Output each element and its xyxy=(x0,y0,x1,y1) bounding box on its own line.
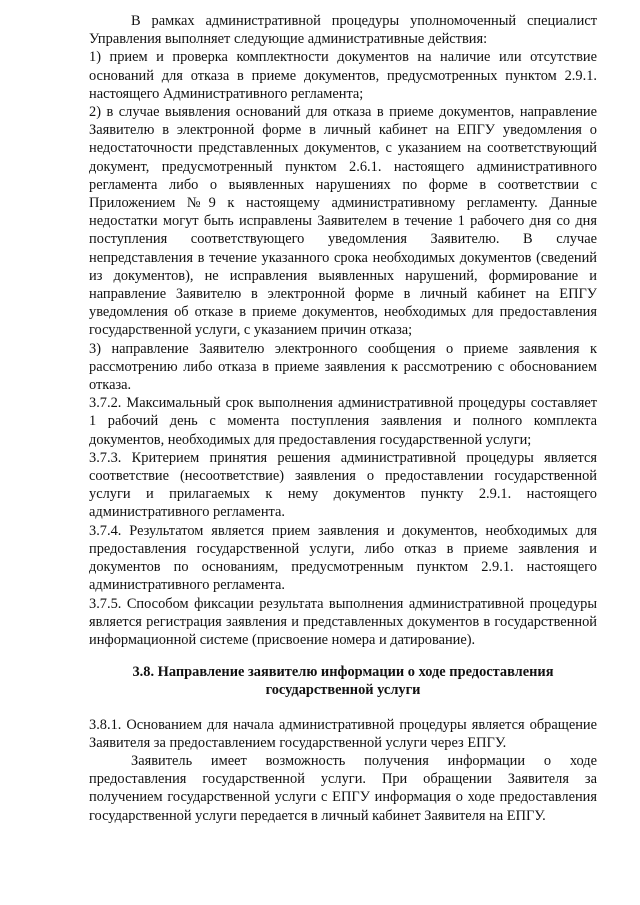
paragraph-3-7-4: 3.7.4. Результатом является прием заявления и документов, необходимых для предоставления государственной услуги, либо отказ в приеме заявления и документов по основаниям, предусмотренным пунктом 2.9.1. настоящего административного регламента. xyxy=(89,522,597,594)
paragraph-item-2: 2) в случае выявления оснований для отказа в приеме документов, направление Заявителю в электронной форме в личный кабинет на ЕПГУ уведомления о недостаточности представленных документов, с указанием на соответствующий документ, предусмотренный пунктом 2.6.1. настоящего административного регламента либо о выявленных нарушениях по форме в соответствии с Приложением №9 к настоящему административному регламенту. Данные недостатки могут быть исправлены Заявителем в течение 1 рабочего дня со дня поступления соответствующего уведомления Заявителю. В случае непредставления в течение указанного срока необходимых документов (сведений из документов), не исправления выявленных нарушений, формирование и направление Заявителю в электронной форме в личный кабинет на ЕПГУ уведомления об отказе в приеме документов, необходимых для предоставления государственной услуги, с указанием причин отказа; xyxy=(89,104,597,339)
paragraph-intro: В рамках административной процедуры уполномоченный специалист Управления выполняет следующие административные действия: xyxy=(89,13,597,48)
paragraph-item-3: 3) направление Заявителю электронного сообщения о приеме заявления к рассмотрению либо отказа в приеме заявления к рассмотрению с обоснованием отказа. xyxy=(89,340,597,394)
paragraph-3-7-5: 3.7.5. Способом фиксации результата выполнения административной процедуры является регистрация заявления и представленных документов в государственной информационной системе (присвоение номера и датирование). xyxy=(89,595,597,648)
paragraph-item-1: 1) прием и проверка комплектности документов на наличие или отсутствие оснований для отказа в приеме документов, предусмотренных пунктом 2.9.1. настоящего Административного регламента; xyxy=(89,49,597,102)
section-heading-3-8: 3.8. Направление заявителю информации о ходе предоставления государственной услуги xyxy=(132,664,554,699)
paragraph-3-7-3: 3.7.3. Критерием принятия решения административной процедуры является соответствие (несоответствие) заявления о предоставлении государственной услуги и прилагаемых к нему документов пункту 2.9.1. настоящего административного регламента. xyxy=(89,449,597,521)
paragraph-3-8-1: 3.8.1. Основанием для начала административной процедуры является обращение Заявителя за предоставлением государственной услуги через ЕПГУ. xyxy=(89,716,597,751)
paragraph-applicant-info: Заявитель имеет возможность получения информации о ходе предоставления государственной услуги. При обращении Заявителя за получением государственной услуги с ЕПГУ информация о ходе предоставления государственной услуги передается в личный кабинет Заявителя на ЕПГУ. xyxy=(89,752,597,824)
paragraph-3-7-2: 3.7.2. Максимальный срок выполнения административной процедуры составляет 1 рабочий день с момента поступления заявления и полного комплекта документов, необходимых для предоставления государственной услуги; xyxy=(89,395,597,448)
document-page xyxy=(89,12,597,825)
